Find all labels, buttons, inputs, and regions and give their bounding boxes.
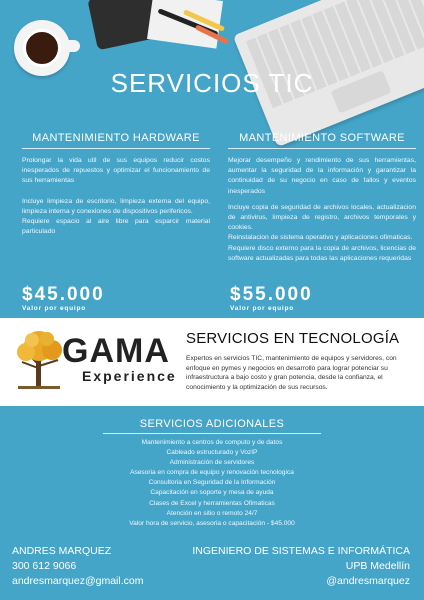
software-price: $55.000 (230, 284, 313, 305)
brand-name: GAMA (62, 332, 170, 370)
additional-services-heading: SERVICIOS ADICIONALES (103, 418, 321, 434)
list-item: Consultoria en Seguridad de la Información (148, 479, 276, 487)
company-description: Expertos en servicios TIC, mantenimiento de equipos y servidores, con enfoque en pymes y negocios en desarrollo para lograr potenciar su infraestructura a bajo costo y gran potencia, desde la confianza, el conocimiento y la optimización de sus recursos. (186, 355, 397, 392)
list-item: Mantenimiento a centros de computo y de datos (141, 439, 283, 446)
contact-phone: 300 612 9066 (12, 560, 77, 572)
hardware-paragraph: Incluye limpieza de escritorio, limpieza externa del equipo, limpieza interna y conexiones de dispositivos perifericos. (22, 197, 210, 215)
tree-icon (14, 328, 64, 390)
hardware-paragraph: Prolongar la vida util de sus equipos reducir costos inesperados de repuestos y optimizar el funcionamiento de sus herramientas (22, 157, 210, 185)
software-paragraph: Requiere disco externo para la copia de archivos, licencias de software actualizadas para todas las aplicaciones requeridas (228, 244, 416, 262)
list-item: Valor hora de servicio, asesoria o capacitación - $45.000 (129, 519, 295, 527)
company-heading: SERVICIOS EN TECNOLOGÍA (186, 330, 400, 347)
hardware-price: $45.000 (22, 284, 105, 305)
hardware-section (22, 132, 210, 243)
software-paragraph: Mejorar desempeño y rendimiento de sus herramientas, aumentar la seguridad de la información y garantizar la continuidad de su negocio en caso de fallos y eventos inesperados (228, 157, 416, 195)
contact-profession: INGENIERO DE SISTEMAS E INFORMÁTICA (192, 545, 410, 557)
contact-handle[interactable]: @andresmarquez (326, 575, 410, 587)
list-item: Clases de Excel y herramientas Ofimaticas (149, 499, 275, 507)
page-title: SERVICIOS TIC (110, 68, 314, 98)
contact-name: ANDRES MARQUEZ (12, 545, 112, 557)
software-paragraph: Incluye copia de seguridad de archivos locales, actualizacion de antivirus, limpieza de registro, archivos temporales y cookies. (228, 203, 416, 232)
contact-email[interactable]: andresmarquez@gmail.com (12, 575, 144, 587)
brand-subtitle: Experience (82, 368, 177, 384)
contact-university: UPB Medellín (345, 560, 410, 572)
additional-services-list (0, 438, 424, 529)
company-logo (14, 328, 182, 394)
list-item: Cableado estructurado y VozIP (166, 449, 258, 457)
list-item: Asesoria en compra de equipo y renovación tecnologica (130, 469, 294, 477)
list-item: Administración de servidores (169, 459, 255, 467)
hardware-price-note: Valor por equipo (22, 305, 87, 312)
list-item: Atención en sitio o remoto 24/7 (166, 509, 258, 517)
contact-info (12, 544, 143, 589)
company-band (0, 318, 424, 406)
hardware-heading: MANTENIMIENTO HARDWARE (22, 132, 210, 149)
software-paragraph: Reinstalacion de sistema operativo y aplicaciones ofimaticas. (228, 234, 413, 242)
software-heading: MANTENIMIENTO SOFTWARE (228, 132, 416, 149)
hardware-paragraph: Requiere espacio al aire libre para esparcir material particulado (22, 217, 210, 236)
software-price-note: Valor por equipo (230, 305, 295, 312)
contact-credentials (192, 544, 410, 589)
list-item: Capacitación en soporte y mesa de ayuda (150, 489, 274, 497)
additional-services (0, 414, 424, 529)
software-section (228, 132, 416, 270)
